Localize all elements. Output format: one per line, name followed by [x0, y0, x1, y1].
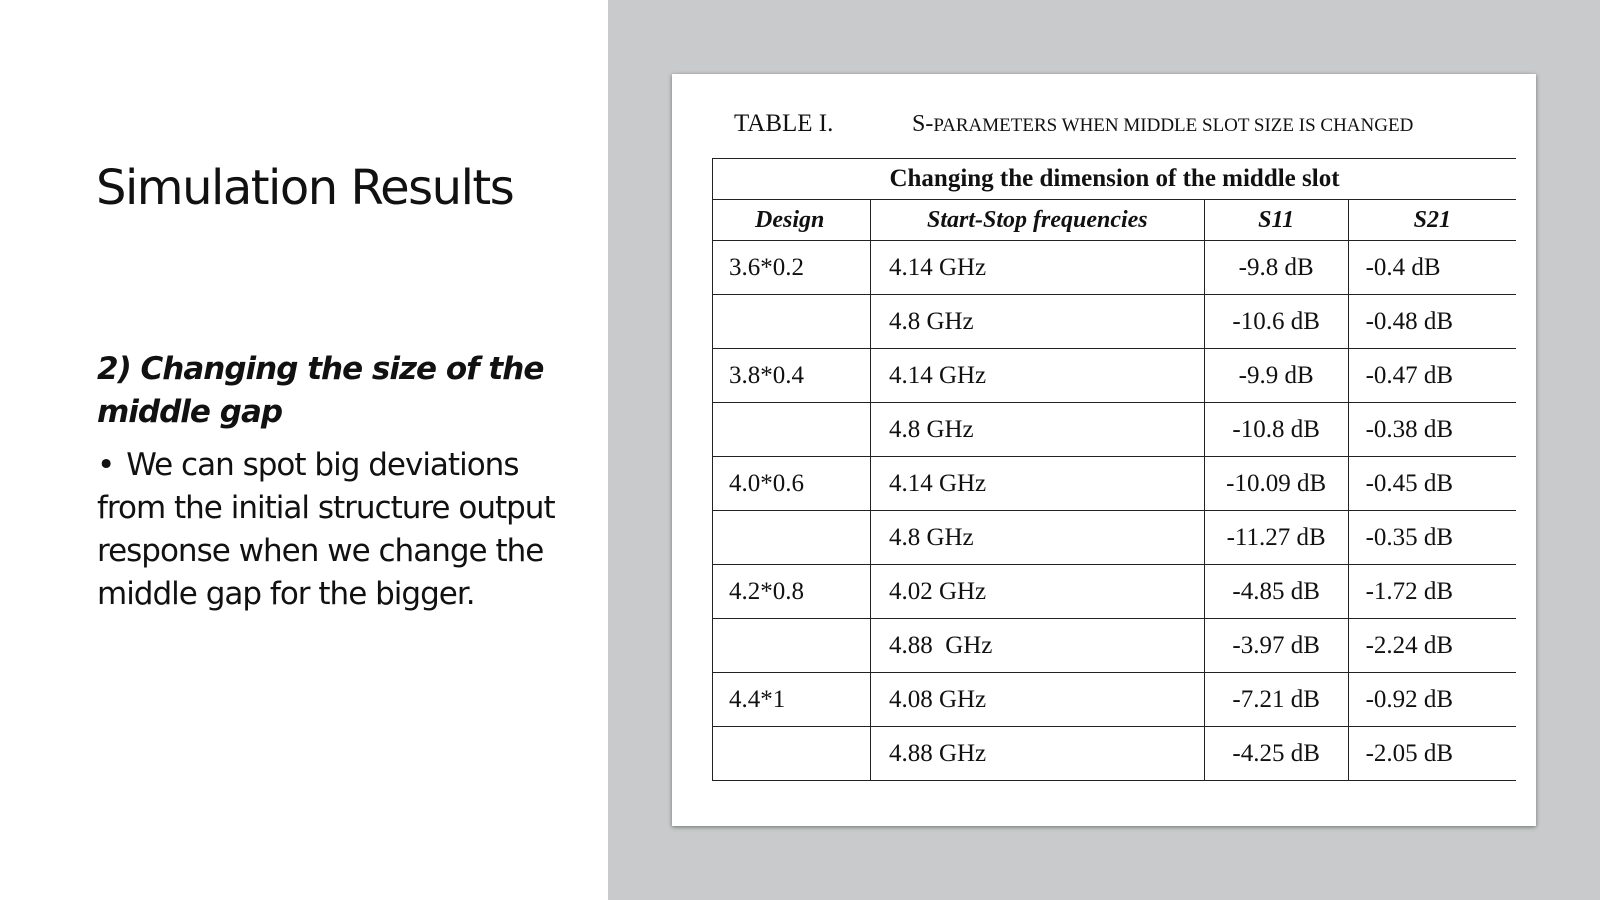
bullet-dot-icon: • — [97, 447, 115, 483]
cell-frequency: 4.88 GHz — [870, 727, 1204, 781]
cell-frequency: 4.02 GHz — [870, 565, 1204, 619]
table-row — [713, 241, 1517, 295]
cell-design — [713, 511, 871, 565]
table-row — [713, 511, 1517, 565]
cell-s21: -0.38 dB — [1348, 403, 1516, 457]
table-image — [672, 74, 1536, 826]
column-header-design: Design — [713, 200, 871, 241]
cell-s11: -7.21 dB — [1204, 673, 1348, 727]
cell-design — [713, 295, 871, 349]
table-group-header-row — [713, 159, 1517, 200]
table-row — [713, 349, 1517, 403]
cell-s11: -10.6 dB — [1204, 295, 1348, 349]
cell-s21: -0.92 dB — [1348, 673, 1516, 727]
table-row — [713, 673, 1517, 727]
cell-frequency: 4.08 GHz — [870, 673, 1204, 727]
table-row — [713, 457, 1517, 511]
cell-design: 4.2*0.8 — [713, 565, 871, 619]
cell-design: 4.0*0.6 — [713, 457, 871, 511]
table-row — [713, 619, 1517, 673]
text-panel — [0, 0, 608, 900]
cell-design: 3.6*0.2 — [713, 241, 871, 295]
column-header-s11: S11 — [1204, 200, 1348, 241]
caption-initial: S- — [912, 111, 934, 137]
bullet-point — [97, 444, 567, 616]
column-header-frequencies: Start-Stop frequencies — [870, 200, 1204, 241]
results-table — [712, 158, 1516, 781]
cell-frequency: 4.14 GHz — [870, 241, 1204, 295]
cell-frequency: 4.8 GHz — [870, 295, 1204, 349]
cell-s21: -0.35 dB — [1348, 511, 1516, 565]
cell-s21: -0.48 dB — [1348, 295, 1516, 349]
table-row — [713, 403, 1517, 457]
table-caption — [734, 110, 1504, 138]
cell-design — [713, 727, 871, 781]
cell-frequency: 4.8 GHz — [870, 511, 1204, 565]
cell-design: 3.8*0.4 — [713, 349, 871, 403]
cell-s21: -0.47 dB — [1348, 349, 1516, 403]
cell-s11: -11.27 dB — [1204, 511, 1348, 565]
cell-design — [713, 403, 871, 457]
cell-s21: -0.45 dB — [1348, 457, 1516, 511]
cell-design: 4.4*1 — [713, 673, 871, 727]
cell-frequency: 4.14 GHz — [870, 349, 1204, 403]
caption-text: PARAMETERS WHEN MIDDLE SLOT SIZE IS CHANGED — [933, 115, 1414, 136]
cell-s11: -10.09 dB — [1204, 457, 1348, 511]
cell-s11: -4.85 dB — [1204, 565, 1348, 619]
cell-s11: -9.9 dB — [1204, 349, 1348, 403]
cell-frequency: 4.14 GHz — [870, 457, 1204, 511]
cell-s11: -10.8 dB — [1204, 403, 1348, 457]
table-number: TABLE I. — [734, 110, 834, 137]
slide-title: Simulation Results — [96, 160, 514, 216]
cell-s11: -4.25 dB — [1204, 727, 1348, 781]
bullet-text: We can spot big deviations from the initial structure output response when we change the middle gap for the bigger. — [97, 447, 555, 612]
table-row — [713, 295, 1517, 349]
table-row — [713, 565, 1517, 619]
cell-s21: -1.72 dB — [1348, 565, 1516, 619]
table-column-header-row — [713, 200, 1517, 241]
cell-design — [713, 619, 871, 673]
column-header-s21: S21 — [1348, 200, 1516, 241]
cell-s21: -0.4 dB — [1348, 241, 1516, 295]
cell-s11: -3.97 dB — [1204, 619, 1348, 673]
cell-s21: -2.24 dB — [1348, 619, 1516, 673]
table-row — [713, 727, 1517, 781]
cell-frequency: 4.8 GHz — [870, 403, 1204, 457]
group-header: Changing the dimension of the middle slot — [713, 159, 1517, 200]
section-subheading: 2) Changing the size of the middle gap — [97, 351, 544, 430]
cell-s21: -2.05 dB — [1348, 727, 1516, 781]
cell-s11: -9.8 dB — [1204, 241, 1348, 295]
cell-frequency: 4.88 GHz — [870, 619, 1204, 673]
